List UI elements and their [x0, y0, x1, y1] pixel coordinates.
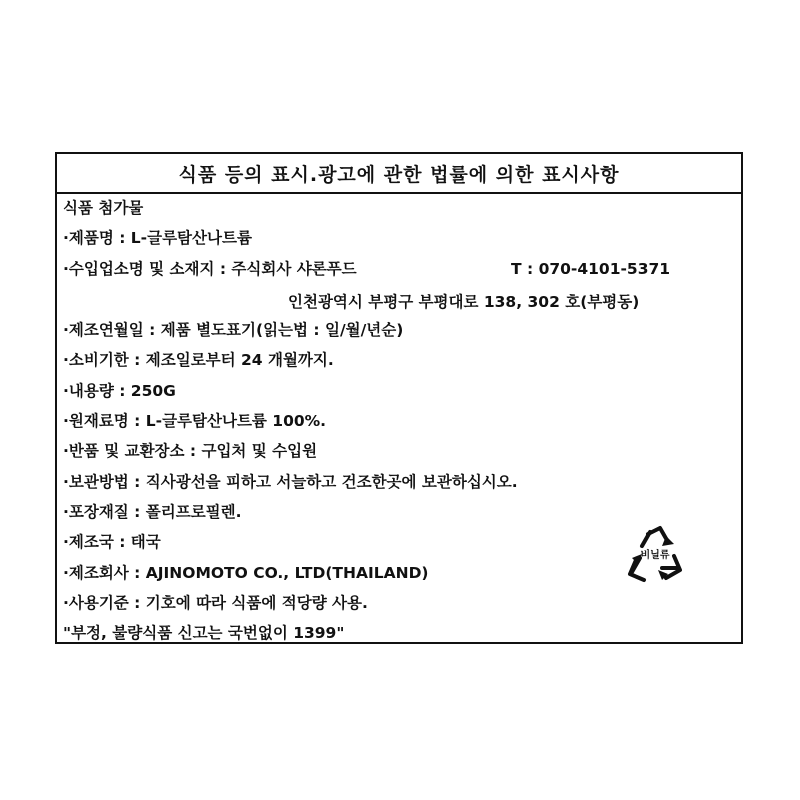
phone-number: T : 070-4101-5371 — [511, 260, 671, 278]
usage-row: ·사용기준 : 기호에 따라 식품에 적당량 사용. — [63, 594, 368, 612]
storage-row: ·보관방법 : 직사광선을 피하고 서늘하고 건조한곳에 보관하십시오. — [63, 473, 518, 491]
recycle-icon — [622, 522, 688, 588]
return-place-row: ·반품 및 교환장소 : 구입처 및 수입원 — [63, 442, 318, 460]
importer-row — [63, 259, 357, 279]
recycle-label: 비닐류 — [640, 550, 670, 561]
report-row: "부정, 불량식품 신고는 국번없이 1399" — [63, 624, 345, 642]
food-type-row: 식품 첨가물 — [63, 199, 144, 217]
contents-row: ·내용량 : 250G — [63, 382, 176, 400]
origin-row: ·제조국 : 태국 — [63, 533, 161, 551]
packaging-row: ·포장재질 : 폴리프로필렌. — [63, 503, 242, 521]
expiry-row: ·소비기한 : 제조일로부터 24 개월까지. — [63, 351, 334, 369]
label-title: 식품 등의 표시.광고에 관한 법률에 의한 표시사항 — [57, 154, 741, 194]
manufacturer-row: ·제조회사 : AJINOMOTO CO., LTD(THAILAND) — [63, 564, 429, 582]
label-box — [55, 152, 743, 644]
recycle-arrows — [622, 522, 688, 588]
ingredients-row: ·원재료명 : L-글루탐산나트륨 100%. — [63, 412, 327, 430]
manufacture-date-row: ·제조연월일 : 제품 별도표기(읽는법 : 일/월/년순) — [63, 321, 404, 339]
importer-address: 인천광역시 부평구 부평대로 138, 302 호(부평동) — [288, 293, 640, 311]
importer-text: ·수입업소명 및 소재지 : 주식회사 샤론푸드 — [63, 260, 357, 278]
product-name-row: ·제품명 : L-글루탐산나트륨 — [63, 229, 252, 247]
